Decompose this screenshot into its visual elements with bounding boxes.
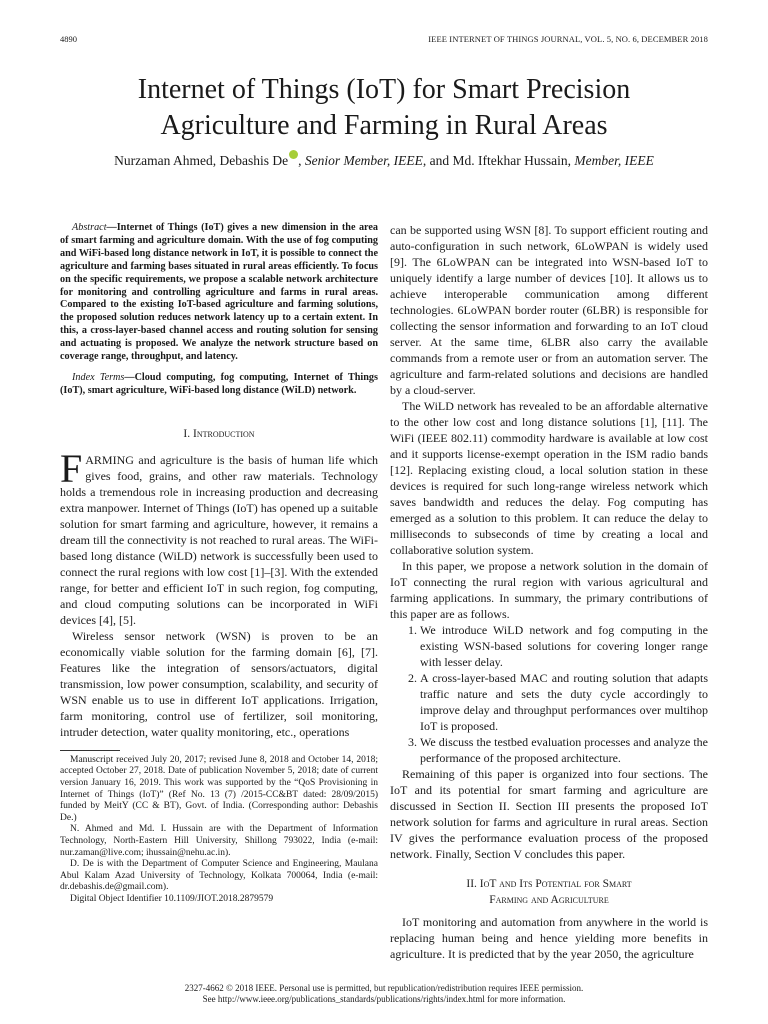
right-paragraph-1: can be supported using WSN [8]. To support efficient routing and auto-configuration in such network, 6LoWPAN is widely used [9]. The 6LoWPAN can be integrated into WSN-based IoT to uniquely identify a large number of devices [10]. It allows us to achieve interoperable communication among different technologies. 6LoWPAN border router (6LBR) is responsible for collecting the sensor information and forwarding to an IoT cloud server. At the same time, 6LBR also carry the available commands from a remote user or from an automation server. The agriculture and farm-related solutions and decisions are handled by a cloud-server. [390, 223, 708, 397]
author-separator: , [298, 153, 305, 168]
right-paragraph-4: Remaining of this paper is organized into four sections. The IoT and its potential for smart farming and agriculture are discussed in Section II. Section III presents the proposed IoT network solution for farms and agriculture in rural areas. Section IV gives the performance evaluation process of the proposed network. Finally, Section V concludes this paper. [390, 767, 708, 861]
right-paragraph-2: The WiLD network has revealed to be an affordable alternative to the other low cost and long distance solutions [1], [11]. The WiFi (IEEE 802.11) commodity hardware is available at low cost and it supports license-exempt operation in the ISM radio bands [12]. Replacing existing cloud, a local solution station in these devices is required for such long-range wireless network which saves bandwidth and reduces the delay. Fog computing has emerged as a solution to this problem. It can reduce the delay to milliseconds to subseconds of time by creating a local and collaborative solution system. [390, 399, 708, 557]
contributions-list [390, 622, 708, 766]
abstract-text: —Internet of Things (IoT) gives a new dimension in the area of smart farming and agriculture domain. With the use of fog computing and WiFi-based long distance network in IoT, it is possible to connect the agriculture and farming bases situated in rural areas efficiently. To focus on the specific requirements, we propose a scalable network architecture for monitoring and controlling agriculture and farms in rural areas. Compared to the existing IoT-based agriculture and farming solutions, the proposed solution reduces network latency up to a certain extent. In this, a cross-layer-based channel access and routing solution for sensing and actuating is proposed. We analyze the network structure based on coverage range, throughput, and latency. [60, 222, 378, 363]
right-column [390, 222, 708, 962]
index-terms-label: Index Terms [72, 371, 125, 383]
running-header [60, 34, 708, 46]
author-role-2: Member, IEEE [574, 153, 654, 168]
index-terms [60, 372, 378, 398]
section-heading-2 [390, 876, 708, 908]
footnote-affiliation-1: N. Ahmed and Md. I. Hussain are with the Department of Information Technology, North-Eastern Hill University, Shillong 793022, India (e-mail: nur.zaman@live.com; ihussain@nehu.ac.in). [60, 824, 378, 858]
copyright-footer [60, 983, 708, 1005]
intro-paragraph-1-text: ARMING and agriculture is the basis of human life which gives food, grains, and other raw materials. Technology holds a tremendous role in increasing production and decreasing extra manpower. Internet of Things (IoT) has opened up a suitable solution for smart farming and agriculture, however, it remains a dream till the connectivity is not reached to rural areas. The WiFi-based long distance (WiLD) network is successfully been used to connect the rural regions with low cost [1]–[3]. With the extended range, for better and efficient IoT in such region, fog computing, and cloud computing solutions can be incorporated in WiFi devices [4], [5]. [60, 452, 379, 627]
section-heading-2-line-1: II. IoT and Its Potential for Smart [466, 878, 632, 890]
section-heading-2-line-2: Farming and Agriculture [489, 894, 609, 906]
section-heading-introduction [60, 426, 378, 442]
paper-title [60, 72, 708, 144]
footnote-affiliation-2: D. De is with the Department of Computer Science and Engineering, Maulana Abul Kalam Azad University of Technology, Kolkata 700064, India (e-mail: dr.debashis.de@gmail.com). [60, 859, 378, 893]
footnote-doi: Digital Object Identifier 10.1109/JIOT.2018.2879579 [70, 893, 274, 904]
title-line-1: Internet of Things (IoT) for Smart Precision [137, 74, 631, 105]
copyright-line: 2327-4662 © 2018 IEEE. Personal use is permitted, but republication/redistribution requires IEEE permission. [184, 983, 584, 993]
footnote-manuscript: Manuscript received July 20, 2017; revised June 8, 2018 and October 14, 2018; accepted October 27, 2018. Date of publication November 5, 2018; date of current version January 16, 2019. This work was supported by the “QoS Provisioning in Internet of Things (IoT)” (Ref No. 13 (7) /2015-CC&BT dated: 28/09/2015) funded by MeitY (CC & BT), Govt. of India. (Corresponding author: Debashis De.) [60, 754, 378, 823]
author-role-1: Senior Member, IEEE [304, 153, 423, 168]
intro-paragraph-2: Wireless sensor network (WSN) is proven to be an economically viable solution for the farming domain [6], [7]. Features like the integration of sensors/actuators, digital transmission, low power consumption, scalability, and security of WSN enable us to use in different IoT applications. Irrigation, farm monitoring, control use of fertilizer, soil monitoring, intruder detection, water quality monitoring, etc., operations [60, 628, 378, 739]
title-line-2: Agriculture and Farming in Rural Areas [160, 110, 608, 141]
section-number: I. [183, 427, 193, 440]
list-item: 2. A cross-layer-based MAC and routing solution that adapts traffic nature and sets the duty cycle accordingly to improve delay and throughput performances over multihop IoT is proposed. [420, 670, 708, 734]
author-names: Nurzaman Ahmed, Debashis De [114, 153, 289, 168]
right-paragraph-5: IoT monitoring and automation from anywhere in the world is replacing human being and hence yielding more benefits in agriculture. It is predicted that by the year 2050, the agriculture [390, 915, 708, 961]
drop-cap: F [60, 445, 83, 491]
footnote-rule [60, 750, 120, 751]
right-paragraph-3: In this paper, we propose a network solution in the domain of IoT connecting the rural region with various agricultural and farming applications. In summary, the primary contributions of this paper are as follows. [390, 559, 708, 621]
permissions-link[interactable]: See http://www.ieee.org/publications_standards/publications/rights/index.html for more information. [202, 994, 566, 1004]
left-column [60, 222, 378, 906]
author-line [60, 150, 708, 169]
section-title: Introduction [192, 427, 255, 440]
abstract [60, 222, 378, 364]
list-item: 1. We introduce WiLD network and fog computing in the existing WSN-based solutions for covering longer range with lesser delay. [420, 622, 708, 670]
orcid-icon[interactable] [289, 150, 298, 159]
journal-name: IEEE INTERNET OF THINGS JOURNAL, VOL. 5, NO. 6, DECEMBER 2018 [428, 34, 708, 44]
index-terms-text: —Cloud computing, fog computing, Internet of Things (IoT), smart agriculture, WiFi-based long distance (WiLD) network. [60, 371, 378, 396]
list-item: 3. We discuss the testbed evaluation processes and analyze the performance of the proposed architecture. [420, 734, 708, 766]
abstract-label: Abstract [72, 222, 107, 233]
page-number: 4890 [60, 34, 77, 44]
intro-paragraph-1 [60, 445, 379, 628]
author-names-2: , and Md. Iftekhar Hussain, [422, 153, 575, 168]
